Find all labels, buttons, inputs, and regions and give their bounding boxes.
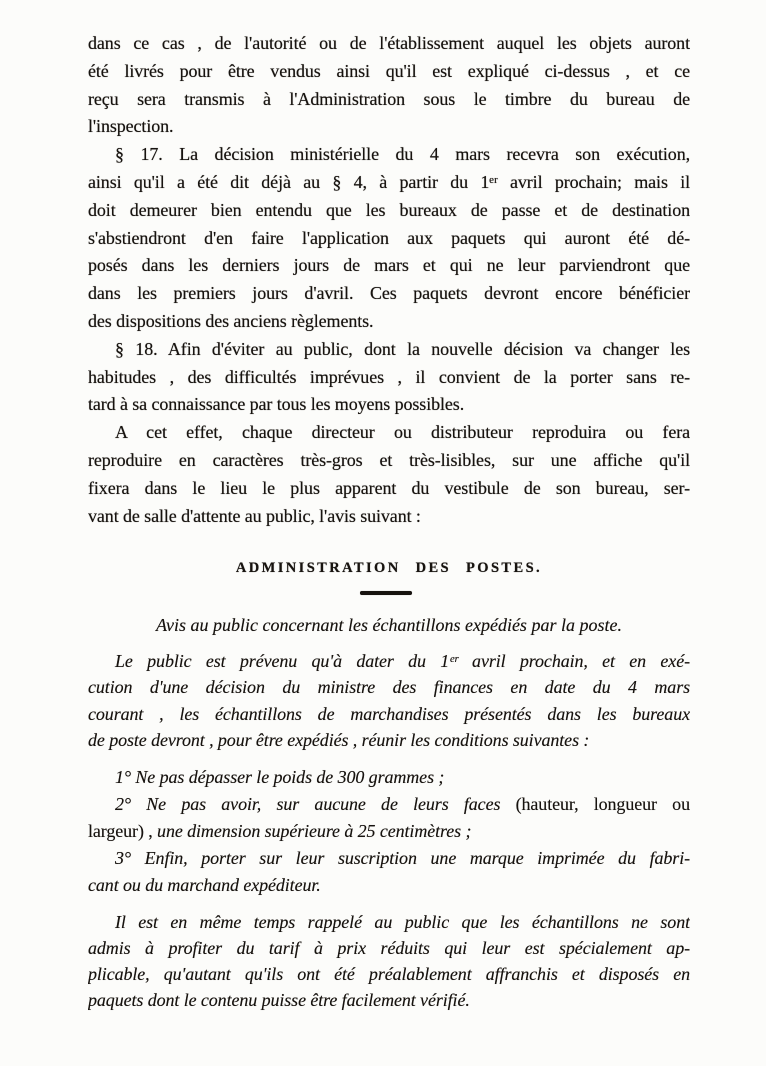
body-text	[88, 30, 690, 530]
condition-2-continued	[88, 818, 690, 845]
text-line: reçu sera transmis à l'Administration sous le timbre du bureau de	[88, 88, 690, 109]
section-18-line: habitudes , des difficultés imprévues , il convient de la porter sans re-	[88, 366, 690, 387]
section-17-line: des dispositions des anciens règlements.	[88, 310, 374, 331]
section-17-line: ainsi qu'il a été dit déjà au § 4, à partir du 1ᵉʳ avril prochain; mais il	[88, 171, 690, 192]
notice-heading: ADMINISTRATION DES POSTES.	[235, 560, 543, 576]
condition-2-italic-segment: 2° Ne pas avoir, sur aucune de leurs faces	[115, 794, 516, 814]
text-line: cution d'une décision du ministre des finances en date du 4 mars	[88, 677, 690, 698]
section-18-line: § 18. Afin d'éviter au public, dont la nouvelle décision va changer les	[115, 338, 690, 359]
condition-3: 3° Enfin, porter sur leur suscription une marque imprimée du fabri-	[115, 848, 690, 868]
text-line: dans ce cas , de l'autorité ou de l'établissement auquel les objets auront	[88, 33, 690, 53]
condition-1: 1° Ne pas dépasser le poids de 300 grammes ;	[115, 767, 445, 787]
condition-2-roman-segment: (hauteur, longueur ou	[515, 794, 690, 814]
section-17-line: doit demeurer bien entendu que les bureaux de passe et de destination	[88, 199, 690, 220]
text-line: reproduire en caractères très-gros et très-lisibles, sur une affiche qu'il	[88, 449, 690, 470]
text-line: Il est en même temps rappelé au public que les échantillons ne sont	[115, 912, 690, 932]
section-17-line: s'abstiendront d'en faire l'application aux paquets qui auront été dé-	[88, 227, 690, 248]
section-17-line: dans les premiers jours d'avril. Ces paquets devront encore bénéficier	[88, 283, 690, 304]
text-line: A cet effet, chaque directeur ou distributeur reproduira ou fera	[115, 422, 690, 443]
text-line: plicable, qu'autant qu'ils ont été préalablement affranchis et disposés en	[88, 964, 690, 984]
text-line: l'inspection.	[88, 116, 174, 137]
section-17-line: § 17. La décision ministérielle du 4 mars recevra son exécution,	[115, 144, 690, 165]
text-line: de poste devront , pour être expédiés , réunir les conditions suivantes :	[88, 730, 590, 751]
notice-conditions	[88, 764, 690, 899]
condition-2-italic-segment: une dimension supérieure à 25 centimètres ;	[157, 821, 472, 841]
text-line: paquets dont le contenu puisse être facilement vérifié.	[88, 990, 470, 1010]
text-line: Le public est prévenu qu'à dater du 1ᵉʳ avril prochain, et en exé-	[115, 651, 690, 671]
condition-2-roman-segment: largeur) ,	[88, 821, 158, 841]
section-divider	[360, 591, 412, 595]
text-line: courant , les échantillons de marchandises présentés dans les bureaux	[88, 703, 690, 724]
text-line: été livrés pour être vendus ainsi qu'il est expliqué ci-dessus , et ce	[88, 60, 690, 81]
section-17-line: posés dans les derniers jours de mars et qui ne leur parviendront que	[88, 255, 690, 276]
text-line: fixera dans le lieu le plus apparent du vestibule de son bureau, ser-	[88, 477, 690, 498]
text-line: admis à profiter du tarif à prix réduits qui leur est spécialement ap-	[88, 938, 690, 958]
condition-2	[88, 791, 690, 818]
notice-subtitle: Avis au public concernant les échantillons expédiés par la poste.	[156, 615, 622, 635]
text-line: vant de salle d'attente au public, l'avis suivant :	[88, 505, 421, 526]
condition-3-continued: cant ou du marchand expéditeur.	[88, 875, 321, 895]
section-18-line: tard à sa connaissance par tous les moyens possibles.	[88, 394, 465, 415]
notice-closing	[88, 909, 690, 1013]
notice-lead	[88, 648, 690, 754]
